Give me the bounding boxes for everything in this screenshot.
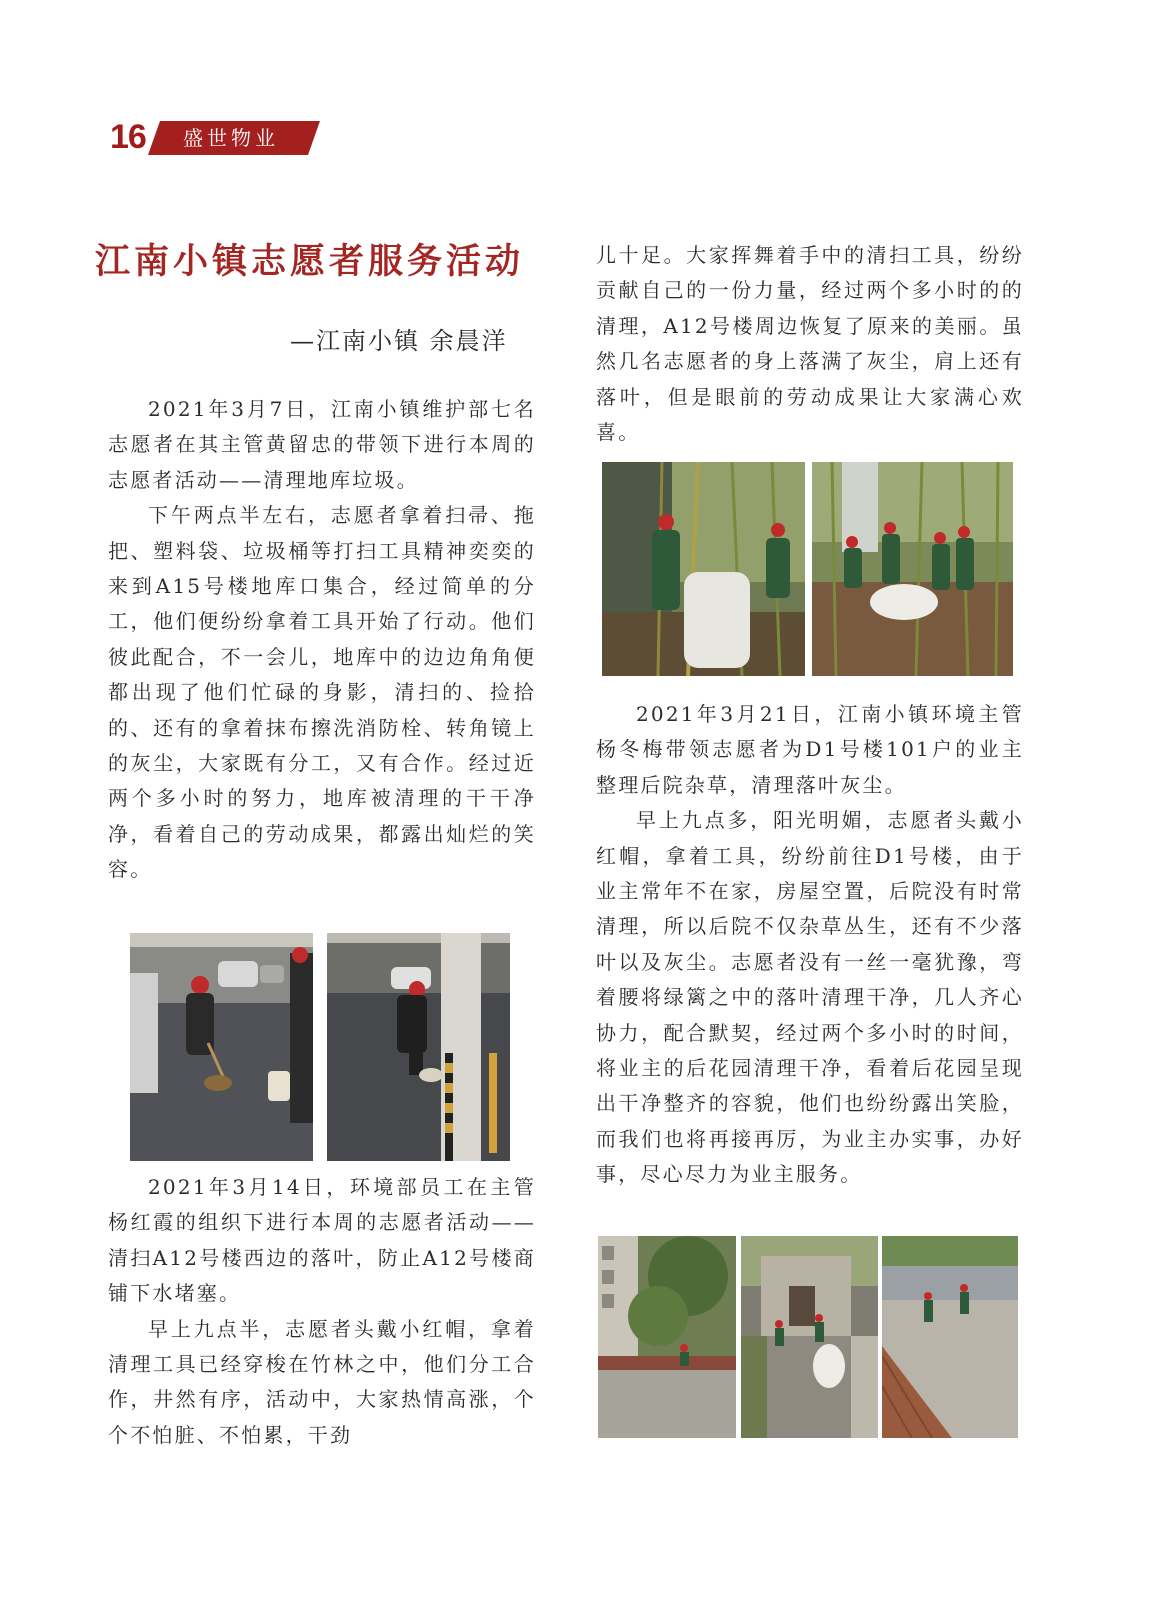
deck-photo — [882, 1236, 1018, 1438]
paragraph: 2021年3月21日，江南小镇环境主管杨冬梅带领志愿者为D1号楼101户的业主整理后院杂草，清理落叶灰尘。 — [596, 702, 1024, 797]
courtyard-photo — [598, 1236, 736, 1438]
article-byline: —江南小镇 余晨洋 — [290, 327, 508, 355]
left-column-bottom — [108, 1170, 536, 1453]
bamboo-bag-photo — [812, 462, 1013, 676]
paragraph: 早上九点多，阳光明媚，志愿者头戴小红帽，拿着工具，纷纷前往D1号楼，由于业主常年不在家，房屋空置，后院没有时常清理，所以后院不仅杂草丛生，还有不少落叶以及灰尘。志愿者没有一丝一毫犹豫，弯着腰将绿篱之中的落叶清理干净，几人齐心协力，配合默契，经过两个多小时的时间，将业主的后花园清理干净，看着后花园呈现出干净整齐的容貌，他们也纷纷露出笑脸，而我们也将再接再厉，为业主办实事，办好事，尽心尽力为业主服务。 — [596, 808, 1024, 1187]
paragraph: 下午两点半左右，志愿者拿着扫帚、拖把、塑料袋、垃圾桶等打扫工具精神奕奕的来到A15号楼地库口集合，经过简单的分工，他们便纷纷拿着工具开始了行动。他们彼此配合，不一会儿，地库中的边边角角便都出现了他们忙碌的身影，清扫的、捡拾的、还有的拿着抹布擦洗消防栓、转角镜上的灰尘，大家既有分工，又有合作。经过近两个多小时的努力，地库被清理的干干净净，看着自己的劳动成果，都露出灿烂的笑容。 — [108, 503, 536, 882]
bamboo-grove-photo — [602, 462, 805, 676]
garage-pillar-photo — [327, 933, 510, 1161]
paragraph: 2021年3月7日，江南小镇维护部七名志愿者在其主管黄留忠的带领下进行本周的志愿者活动——清理地库垃圾。 — [108, 397, 536, 492]
paragraph: 早上九点半，志愿者头戴小红帽，拿着清理工具已经穿梭在竹林之中，他们分工合作，井然有序，活动中，大家热情高涨，个个不怕脏、不怕累，干劲 — [108, 1316, 536, 1447]
paragraph: 2021年3月14日，环境部员工在主管杨红霞的组织下进行本周的志愿者活动——清扫A12号楼西边的落叶，防止A12号楼商铺下水堵塞。 — [108, 1175, 536, 1306]
garage-sweeping-photo — [130, 933, 313, 1161]
page-number: 16 — [110, 118, 146, 156]
stairwell-photo — [741, 1236, 878, 1438]
right-column-top — [596, 238, 1024, 450]
paragraph: 儿十足。大家挥舞着手中的清扫工具，纷纷贡献自己的一份力量，经过两个多小时的的清理，A12号楼周边恢复了原来的美丽。虽然几名志愿者的身上落满了灰尘，肩上还有落叶，但是眼前的劳动成果让大家满心欢喜。 — [596, 243, 1024, 445]
left-column-top — [108, 392, 536, 888]
section-label: 盛世物业 — [183, 126, 279, 150]
right-column-bottom — [596, 697, 1024, 1193]
article-title: 江南小镇志愿者服务活动 — [95, 241, 525, 282]
